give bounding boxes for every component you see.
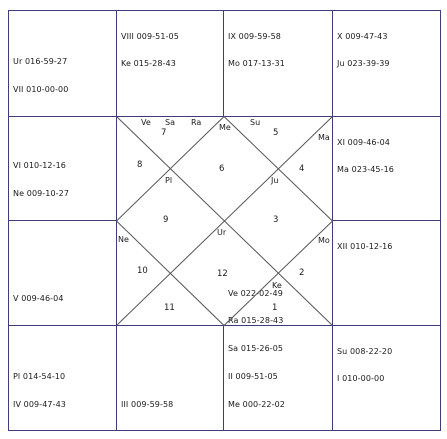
planet-label: Ne [118, 235, 129, 244]
cell-line: X 009-47-43 [337, 31, 388, 41]
planet-label: Su [250, 118, 261, 127]
planet-label: Ke [272, 281, 282, 290]
planet-label: Ju [271, 176, 279, 185]
house-number: 5 [273, 128, 279, 138]
cell-line: Sa 015-26-05 [228, 344, 284, 354]
planet-label: Ve [141, 118, 151, 127]
cell-line: III 009-59-58 [121, 400, 174, 410]
planet-label: Sa [165, 118, 175, 127]
house-number: 8 [137, 160, 143, 170]
cell-line: V 009-46-04 [13, 294, 64, 304]
house-number: 4 [299, 164, 305, 174]
cell-line: XI 009-46-04 [337, 137, 390, 147]
cell-line: Ke 015-28-43 [121, 59, 176, 69]
planet-label: Ma [318, 133, 330, 142]
planet-label: Mo [318, 236, 330, 245]
cell-line: I 010-00-00 [337, 374, 385, 384]
cell-line: IX 009-59-58 [228, 31, 281, 41]
house-number: 2 [299, 268, 305, 278]
house-number: 6 [219, 164, 225, 174]
cell-line: Ve 022-02-49 [228, 288, 283, 298]
cell-line: Ma 023-45-16 [337, 165, 394, 175]
house-number: 11 [164, 303, 175, 313]
cell-line: Me 000-22-02 [228, 400, 285, 410]
cell-line: Su 008-22-20 [337, 346, 393, 356]
cell-line: VII 010-00-00 [13, 85, 69, 95]
cell-line: Pl 014-54-10 [13, 372, 66, 382]
cell-line: Mo 017-13-31 [228, 59, 285, 69]
cell-line: Ra 015-28-43 [228, 316, 284, 326]
cell-line: II 009-51-05 [228, 372, 278, 382]
planet-label: Me [219, 123, 231, 132]
cell-line: VIII 009-51-05 [121, 31, 179, 41]
house-number: 9 [163, 215, 169, 225]
house-number: 7 [161, 128, 167, 138]
house-number: 3 [273, 215, 279, 225]
cell-line: IV 009-47-43 [13, 400, 66, 410]
cell-line: VI 010-12-16 [13, 161, 66, 171]
house-number: 10 [137, 266, 148, 276]
planet-label: Pl [165, 176, 173, 185]
house-number: 12 [217, 269, 228, 279]
planet-label: Ur [217, 228, 227, 237]
cell-line: XII 010-12-16 [337, 241, 393, 251]
cell-line: Ju 023-39-39 [337, 59, 390, 69]
planet-label: Ra [191, 118, 202, 127]
house-number: 1 [272, 303, 278, 313]
cell-line: Ur 016-59-27 [13, 57, 68, 67]
cell-line: Ne 009-10-27 [13, 189, 70, 199]
